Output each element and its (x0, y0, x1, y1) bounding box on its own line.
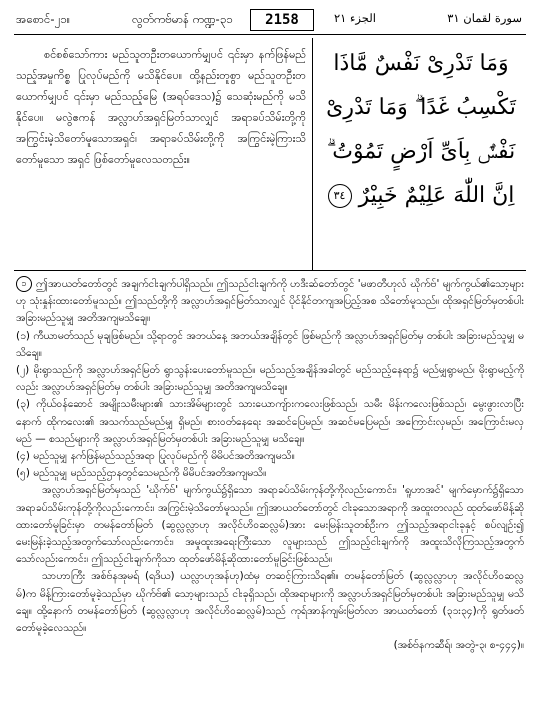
arabic-verse-column (318, 42, 524, 218)
translation-text: စင်စစ်သော်ကား မည်သူတဦးတယောက်မျှပင် ၎င်းမှာ နက်ဖြန်မည်သည့်အမှုကိစ္စ ပြုလုပ်မည်ကို မသိနိုင်ပေ။ ထို့နည်းတူစွာ မည်သူတဦးတယောက်မျှပင် ၎င်းမှာ မည်သည့်မြေ (အရပ်ဒေသ)၌ သေဆုံးမည်ကို မသိနိုင်ပေ။ မလွဲဧကန် အလ္လာဟ်အရှင်မြတ်သာလျှင် အရာခပ်သိမ်းတို့ကို အကြွင်းမဲ့သိတော်မူသောအရှင်၊ အရာခပ်သိမ်းတို့ကို အကြွင်းမဲ့ကြားသိတော်မူသော အရှင် ဖြစ်တော်မူလေသတည်း။ (16, 48, 306, 166)
note-item-1: (၁) ကီယာမတ်သည် မုချဖြစ်မည်။ သို့ရာတွင် အဘယ်နေ့ အဘယ်အချိန်တွင် ဖြစ်မည်ကို အလ္လာဟ်အရှင်မြတ်မှ တစ်ပါး အခြားမည်သူမျှ မသိချေ။ (16, 329, 524, 359)
note-reference: (အစ်ဗ်နကဆီရ်၊ အတွဲ-၃၊ စ-၄၄၄)။ (393, 639, 524, 652)
note-1 (16, 276, 524, 328)
note-paragraph-3: သာဟာကြီး အစ်ဗ်နအုမရ် (ရဒိယ) ယလ္လာဟုအန်ဟု)ထံမှ တဆင့်ကြားသိရ၏။ တမန်တော်မြတ် (ဆွလ္လလ္လာဟု အလိုင်ဟိဝဆလ္လမ်)က မိန့်ကြားတော်မူခဲ့သည်မှာ ဃိုက်ဗ်၏ သော့များသည် ငါးခုရှိသည်၊ ထိုအရာများကို အလ္လာဟ်အရှင်မြတ်မှတစ်ပါး အခြားမည်သူမျှ မသိချေ။ ထို့နောက် တမန်တော်မြတ် (ဆွလ္လလ္လာဟု အလိုင်ဟိဝဆလ္လမ်)သည် ကုရ်အာန်ကျမ်းမြတ်လာ အာယတ်တော် (၃၁း၃၄)ကို ရွတ်ဖတ်တော်မူခဲ့လေသည်။ (16, 570, 524, 635)
commentary-divider (14, 270, 526, 271)
verse-number-marker: ٣٤ (328, 184, 352, 208)
commentary (16, 276, 524, 654)
arabic-line-1: وَمَا تَدْرِىْ نَفْسٌ مَّاذَا (333, 51, 509, 76)
note-number: ၁ (16, 276, 32, 292)
page (14, 8, 526, 704)
header-divider (14, 34, 526, 35)
header-volume: အစောင်-၂၁။ (16, 12, 71, 26)
column-divider (312, 38, 313, 270)
page-number: 2158 (250, 9, 314, 31)
page-header (14, 8, 526, 32)
note-1-text: ဤအာယတ်တော်တွင် အချက်ငါးချက်ပါရှိသည်။ ဤသည်ငါးချက်ကို ဟဒီးဆ်တော်တွင် 'မဖာတီဟုလ် ဃိုက်ဗ်' မျက်ကွယ်၏သော့များ ဟု သုံးနှုန်းထားတော်မူသည်။ ဤသည်တို့ကို အလ္လာဟ်အရှင်မြတ်သာလျှင် ပိုင်နိုင်တကျအပြည့်အစ သိတော်မူသည်။ ထိုအရှင်မြတ်မှတစ်ပါး အခြားမည်သူမျှ အတိအကျမသိချေ။ (16, 278, 524, 325)
arabic-line-4-text: اِنَّ اللّٰهَ عَلِيْمٌ خَبِيْرٌ (358, 183, 515, 208)
arabic-line-2: تَكْسِبُ غَدًا ۗ وَمَا تَدْرِىْ (326, 95, 516, 120)
arabic-line-3: نَفْسٌۢ بِاَىِّ اَرْضٍ تَمُوْتُ ۗ (326, 139, 516, 164)
header-chapter: လွတ်ကဗ်မာန် ကဏ္ဍ-၃၁ (132, 12, 233, 26)
note-item-2: (၂) မိုးရွာသည်ကို အလ္လာဟ်အရှင်မြတ် ရွာသွန်းပေးတော်မူသည်။ မည်သည့်အချိန်အခါတွင် မည်သည့်နေရာ၌ မည်မျှရွာမည်၊ မိုးရွာမည့်ကိုလည်း အလ္လာဟ်အရှင်မြတ်မှ တစ်ပါး အခြားမည်သူမျှ အတိအကျမသိချေ။ (16, 364, 524, 394)
note-item-3: (၃) ကိုယ်ဝန်ဆောင် အမျိုးသမီးများ၏ သားအိမ်များတွင် သားယောကျ်ားကလေးဖြစ်သည်၊ သမီး မိန်းကလေးဖြစ်သည်၊ မွေးဖွားလာပြီးနောက် ထိုကလေး၏ အသက်သည်မည်မျှ ရှိမည်၊ စားဝတ်နေရေး အဆင်ပြေမည်၊ အဆင်မပြေမည်၊ အကြောင်းလှမည်၊ အကြောင်းမလှမည် — စသည်များကို အလ္လာဟ်အရှင်မြတ်မှတစ်ပါး အခြားမည်သူမျှ မသိချေ။ (16, 398, 524, 445)
note-paragraph-2: အလ္လာဟ်အရှင်မြတ်မှသည် 'ဃိုက်ဗ်' မျက်ကွယ်၌ရှိသော အရာခပ်သိမ်းကုန်တို့ကိုလည်းကောင်း၊ 'ရူဟာအင်' မျက်မှောက်၌ရှိသော အရာခပ်သိမ်းကုန်တို့ကိုလည်းကောင်း၊ အကြွင်းမဲ့သိတော်မူသည်။ ဤအာယတ်တော်တွင် ငါးခုသောအရာကို အထူးတလည် ထုတ်ဖော်မိန့်ဆိုထားတော်မူခြင်းမှာ တမန်တော်မြတ် (ဆွလ္လလ္လာဟု အလိုင်ဟိဝဆလ္လမ်)အား မေးမြန်းသူတစ်ဦးက ဤသည့်အရာငါးခုနှင့် စပ်လျဉ်း၍ မေးမြန်းခဲ့သည့်အတွက်သော်လည်းကောင်း၊ အမှုထူးအရေးကြီးသော လူများသည် ဤသည့်ငါးချက်ကို အထူးသိလိုကြသည့်အတွက် သော်လည်းကောင်း၊ ဤသည့်ငါးချက်ကိုသာ ထုတ်ဖော်မိန့်ဆိုထားတော်မူခြင်းဖြစ်သည်။ (16, 484, 524, 566)
translation-column (16, 44, 306, 170)
note-item-4: (၄) မည်သူမျှ နက်ဖြန်မည်သည့်အရာ ပြုလုပ်မည်ကို မိမိပင်အတိအကျမသိ။ (16, 450, 295, 463)
note-item-5: (၅) မည်သူမျှ မည်သည့်ဌာနတွင်သေမည်ကို မိမိပင်အတိအကျမသိ။ (16, 467, 267, 480)
header-surah: سورة لقمان ٣١ (447, 11, 522, 25)
arabic-line-4 (318, 174, 524, 218)
header-juz: الجزء ٢١ (334, 11, 376, 25)
verse-section (14, 38, 526, 268)
